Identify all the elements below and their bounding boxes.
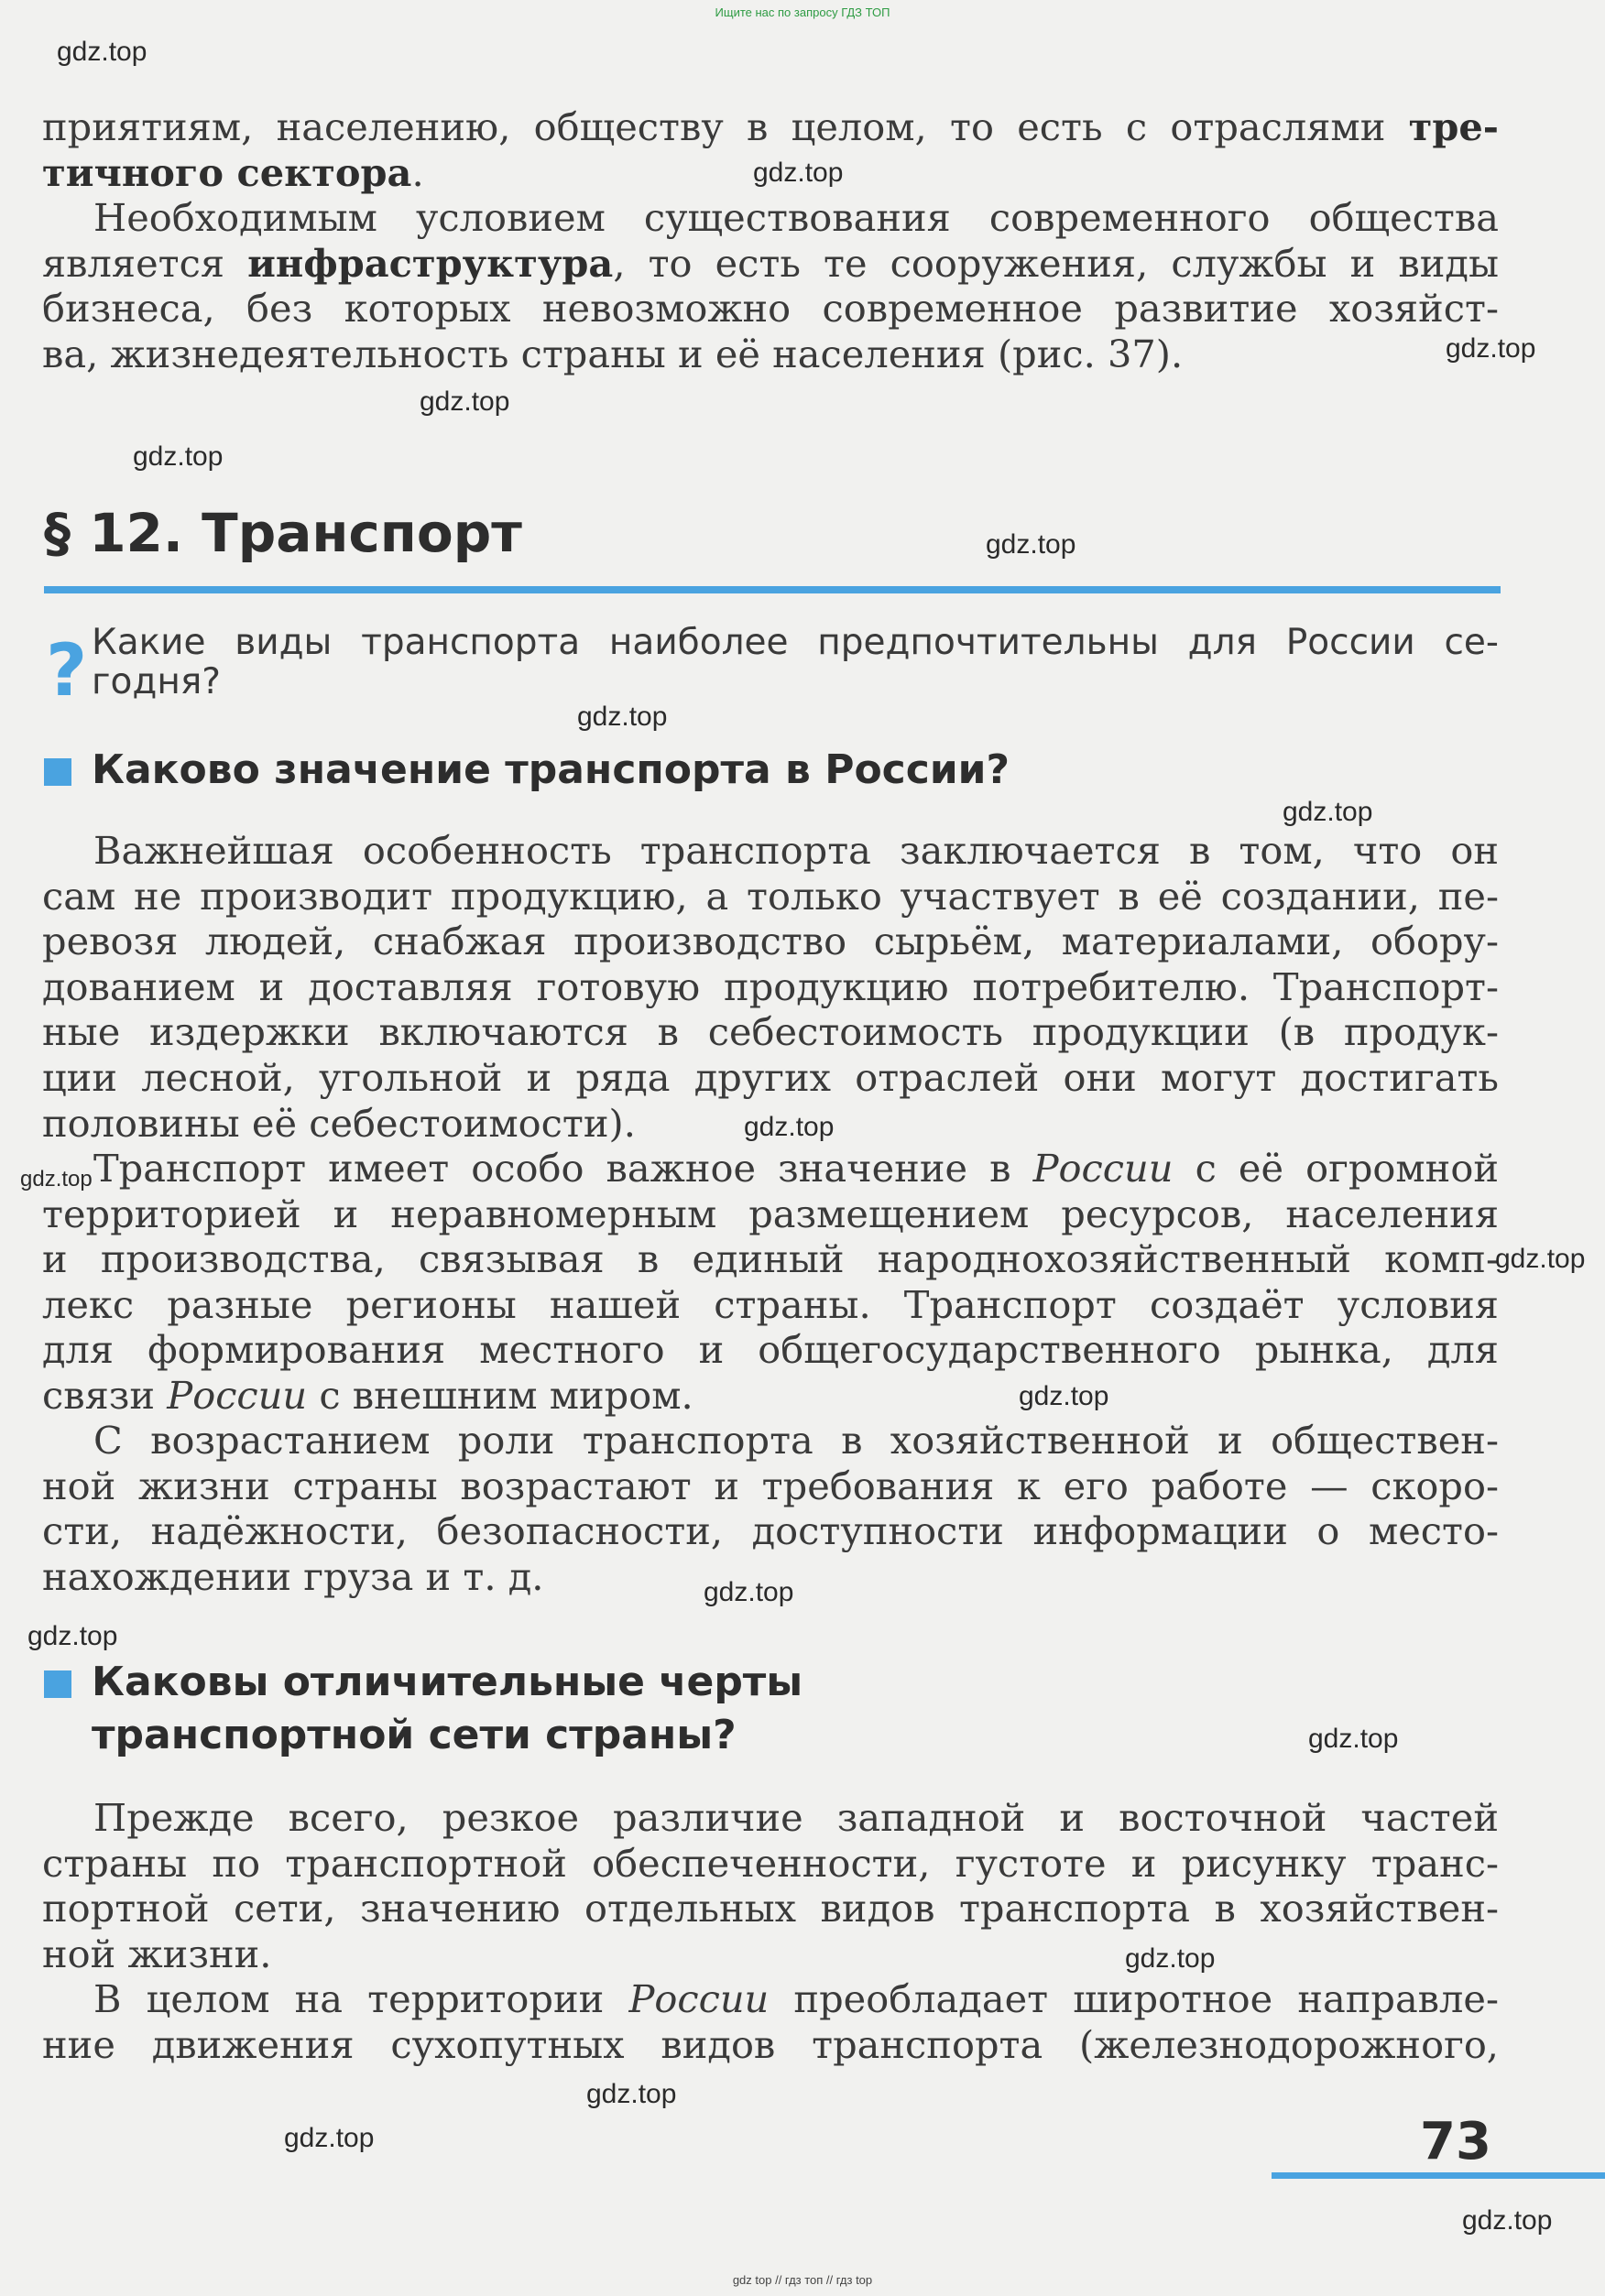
emphasis-russia: России xyxy=(167,1372,308,1418)
paragraph-line: половины её себестоимости). xyxy=(42,1100,636,1146)
paragraph-line: Важнейшая особенность транспорта заключается в том, что он xyxy=(93,828,1499,873)
sub1-paragraph-1 xyxy=(42,828,1499,1146)
paragraph-line: ние движения сухопутных видов транспорта (железнодорожного, xyxy=(42,2021,1499,2067)
paragraph-line: сти, надёжности, безопасности, доступности информации о место- xyxy=(42,1508,1499,1554)
watermark: gdz.top xyxy=(133,441,224,472)
paragraph-line: страны по транспортной обеспеченности, густоте и рисунку транс- xyxy=(42,1840,1499,1886)
watermark: gdz.top xyxy=(1462,2205,1553,2236)
watermark: gdz.top xyxy=(1308,1724,1399,1754)
paragraph-line: и производства, связывая в единый народнохозяйственный комп- xyxy=(42,1236,1499,1282)
page-number: 73 xyxy=(1420,2112,1491,2171)
intro-p2-line: бизнеса, без которых невозможно современное развитие хозяйст- xyxy=(42,286,1499,332)
watermark: gdz.top xyxy=(1446,333,1536,364)
watermark: gdz.top xyxy=(57,37,147,67)
watermark: gdz.top xyxy=(986,529,1076,560)
watermark: gdz.top xyxy=(20,1167,93,1192)
subheading-text: Каковы отличительные черты xyxy=(92,1659,803,1705)
question-text xyxy=(92,623,1499,702)
subheading-text: транспортной сети страны? xyxy=(92,1712,737,1758)
question-icon: ? xyxy=(46,630,88,713)
paragraph-text: с её огромной xyxy=(1173,1146,1499,1191)
paragraph-line: дованием и доставляя готовую продукцию потребителю. Транспорт- xyxy=(42,963,1499,1009)
paragraph-line: сам не производит продукцию, а только участвует в её создании, пе- xyxy=(42,873,1499,919)
intro-p1-bold: тре- xyxy=(1408,104,1499,149)
paragraph-line: территорией и неравномерным размещением ресурсов, населения xyxy=(42,1191,1499,1236)
intro-paragraph-2 xyxy=(42,195,1499,376)
watermark: gdz.top xyxy=(1125,1943,1216,1974)
intro-p2-text: является xyxy=(42,240,248,286)
paragraph-text: В целом на территории xyxy=(93,1976,629,2021)
watermark: gdz.top xyxy=(284,2123,375,2153)
intro-p2-line: Необходимым условием существования современного общества xyxy=(93,195,1499,240)
watermark: gdz.top xyxy=(1495,1244,1586,1274)
paragraph-line: для формирования местного и общегосударственного рынка, для xyxy=(42,1327,1499,1373)
emphasis-russia: России xyxy=(1032,1146,1174,1191)
intro-p2-line: ва, жизнедеятельность страны и её населения (рис. 37). xyxy=(42,331,1184,376)
intro-p1-text: приятиям, населению, обществу в целом, то есть с отраслями xyxy=(42,104,1409,149)
section-title: § 12. Транспорт xyxy=(44,502,522,564)
sub1-paragraph-2 xyxy=(42,1146,1499,1419)
sub2-paragraph-1 xyxy=(42,1795,1499,1976)
watermark: gdz.top xyxy=(420,386,510,417)
square-bullet-icon xyxy=(44,1670,71,1698)
watermark: gdz.top xyxy=(1019,1381,1109,1411)
section-divider xyxy=(44,586,1501,593)
page-number-rule xyxy=(1272,2172,1605,2179)
question-line: годня? xyxy=(92,661,221,702)
intro-p1-bold-2: тичного сектора xyxy=(42,149,412,195)
paragraph-line: ревозя людей, снабжая производство сырьём, материалами, обору- xyxy=(42,919,1499,964)
watermark: gdz.top xyxy=(577,702,668,732)
paragraph-text: с внешним миром. xyxy=(307,1372,693,1418)
paragraph-line: ции лесной, угольной и ряда других отраслей они могут достигать xyxy=(42,1054,1499,1100)
paragraph-text: преобладает широтное направле- xyxy=(769,1976,1499,2021)
watermark: gdz.top xyxy=(1283,797,1373,827)
paragraph-line: портной сети, значению отдельных видов транспорта в хозяйствен- xyxy=(42,1886,1499,1931)
intro-p1-end: . xyxy=(411,149,424,195)
square-bullet-icon xyxy=(44,758,71,786)
emphasis-russia: России xyxy=(628,1976,770,2021)
subheading-network-features xyxy=(42,1656,802,1762)
sub2-paragraph-2 xyxy=(42,1976,1499,2067)
watermark: gdz.top xyxy=(744,1112,835,1142)
watermark: gdz.top xyxy=(27,1621,118,1651)
paragraph-line: ной жизни. xyxy=(42,1931,272,1976)
paragraph-text: связи xyxy=(42,1372,168,1418)
paragraph-line: ной жизни страны возрастают и требования к его работе — скоро- xyxy=(42,1463,1499,1508)
paragraph-line: С возрастанием роли транспорта в хозяйственной и обществен- xyxy=(93,1418,1499,1463)
paragraph-line: ные издержки включаются в себестоимость продукции (в продук- xyxy=(42,1009,1499,1055)
subheading-transport-importance xyxy=(42,744,1010,797)
watermark: gdz.top xyxy=(704,1577,794,1607)
intro-p2-bold: инфраструктура xyxy=(247,240,614,286)
question-line: Какие виды транспорта наиболее предпочтительны для России се- xyxy=(92,622,1499,663)
footer-note: gdz top // гдз топ // гдз top xyxy=(732,2273,873,2287)
watermark: gdz.top xyxy=(586,2079,677,2109)
paragraph-line: лекс разные регионы нашей страны. Транспорт создаёт условия xyxy=(42,1281,1499,1327)
paragraph-text: Транспорт имеет особо важное значение в xyxy=(93,1146,1033,1191)
sub1-paragraph-3 xyxy=(42,1418,1499,1599)
paragraph-line: Прежде всего, резкое различие западной и восточной частей xyxy=(93,1795,1499,1840)
paragraph-line: нахождении груза и т. д. xyxy=(42,1553,544,1599)
subheading-text: Каково значение транспорта в России? xyxy=(92,746,1010,793)
header-note: Ищите нас по запросу ГДЗ ТОП xyxy=(715,5,890,19)
watermark: gdz.top xyxy=(753,158,844,188)
intro-p2-text-2: , то есть те сооружения, службы и виды xyxy=(613,240,1499,286)
